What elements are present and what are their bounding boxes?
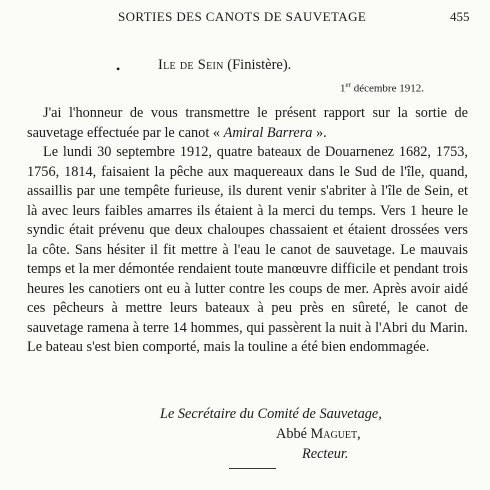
running-title: SORTIES DES CANOTS DE SAUVETAGE	[118, 9, 367, 24]
section-heading	[158, 57, 291, 74]
signature-title: Le Secrétaire du Comité de Sauvetage,	[160, 406, 382, 422]
running-head	[0, 9, 490, 27]
heading-place: Ile de Sein	[158, 57, 224, 73]
letter-date	[340, 81, 424, 95]
date-rest: décembre 1912.	[353, 82, 424, 95]
boat-name: Amiral Barrera	[223, 124, 313, 141]
letter-body	[27, 104, 468, 358]
signature-surname: Maguet,	[310, 426, 361, 442]
date-day: 1	[340, 82, 346, 95]
signature-role: Recteur.	[302, 446, 349, 462]
intro-text: J'ai l'honneur de vous transmettre le présent rapport sur la sortie de sauvetage effectuée par le canot «	[27, 105, 468, 141]
signature-name-prefix: Abbé	[276, 426, 307, 442]
signature-name	[276, 425, 361, 445]
closing-rule	[229, 468, 276, 469]
page-number: 455	[450, 9, 470, 24]
date-day-suffix: er	[345, 81, 351, 89]
paragraph-intro	[27, 104, 468, 143]
bullet-mark: •	[116, 62, 121, 76]
paragraph-report: Le lundi 30 septembre 1912, quatre bateaux de Douarnenez 1682, 1753, 1756, 1814, faisaient la pêche aux maquereaux dans le Sud de l'île, quand, assaillis par une tempête furieuse, ils durent venir s'abriter à l'île de Sein, et là avec leurs faibles amarres ils étaient à la merci du temps. Vers 1 heure le syndic était prévenu que deux chaloupes chassaient et étaient drossées vers la côte. Sans hésiter il fit mettre à l'eau le canot de sauvetage. Le mauvais temps et la mer démontée rendaient toute manœuvre difficile et pendant trois heures les canotiers ont eu à lutter contre les coups de mer. Après avoir aidé ces pêcheurs à mettre leurs bateaux à peu près en sûreté, le canot de sauvetage ramena à terre 14 hommes, qui passèrent la nuit à l'Abri du Marin. Le bateau s'est bien comporté, mais la touline a été bien endommagée.	[27, 144, 468, 355]
intro-end: ».	[312, 124, 327, 141]
heading-region: (Finistère).	[227, 57, 292, 73]
